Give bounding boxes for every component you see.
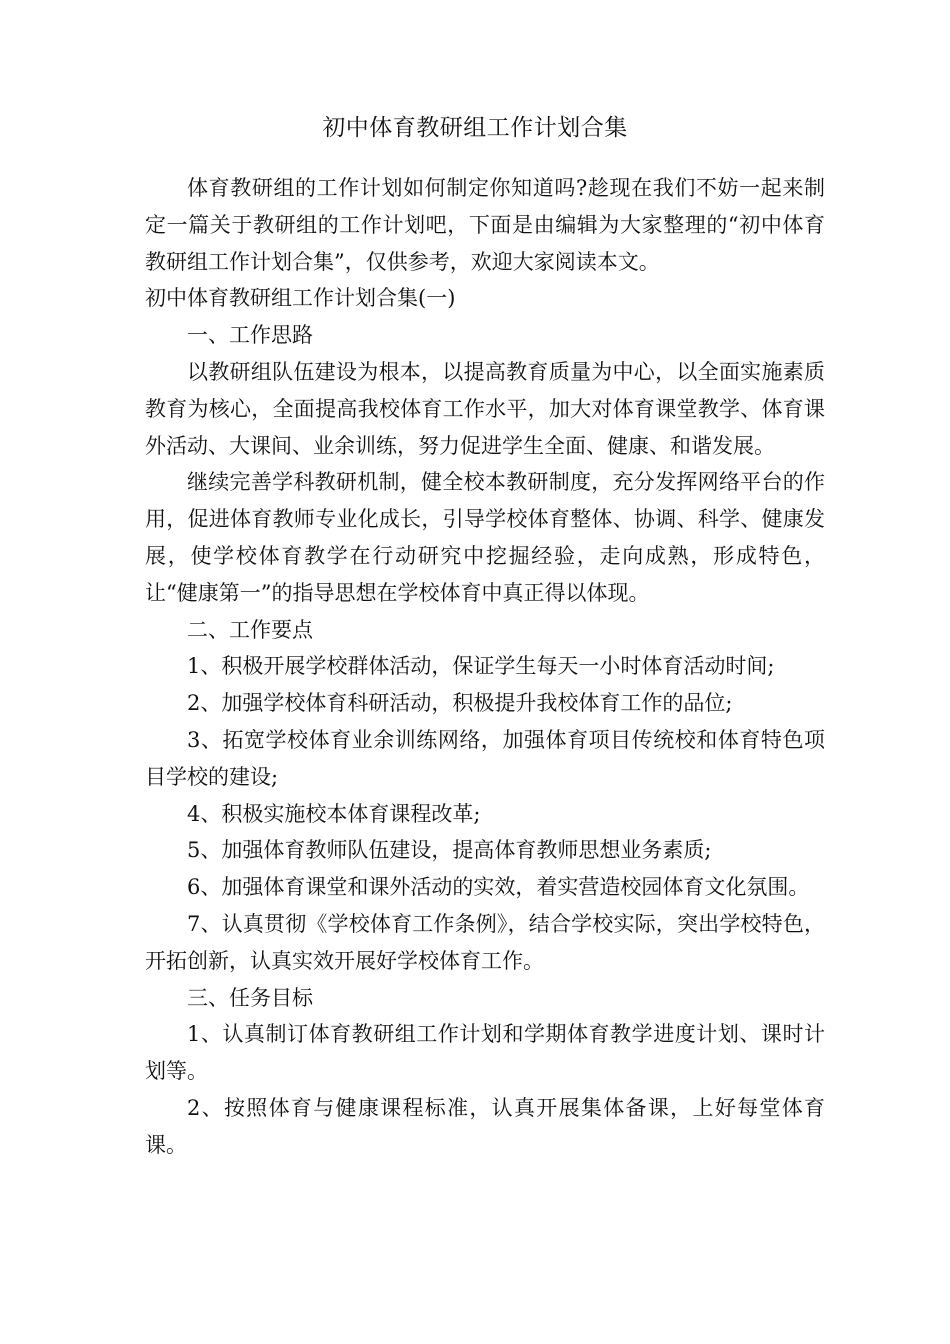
list-item: 3、拓宽学校体育业余训练网络，加强体育项目传统校和体育特色项目学校的建设; bbox=[145, 727, 825, 789]
document-title: 初中体育教研组工作计划合集 bbox=[322, 115, 628, 141]
paragraph-intro: 体育教研组的工作计划如何制定你知道吗?趁现在我们不妨一起来制定一篇关于教研组的工作计划吧，下面是由编辑为大家整理的“初中体育教研组工作计划合集”，仅供参考，欢迎大家阅读本文。 bbox=[145, 176, 825, 274]
list-item: 2、按照体育与健康课程标准，认真开展集体备课，上好每堂体育课。 bbox=[145, 1095, 825, 1157]
paragraph: 以教研组队伍建设为根本，以提高教育质量为中心，以全面实施素质教育为核心，全面提高我校体育工作水平，加大对体育课堂教学、体育课外活动、大课间、业余训练，努力促进学生全面、健康、和谐发展。 bbox=[145, 359, 825, 458]
paragraph: 继续完善学科教研机制，健全校本教研制度，充分发挥网络平台的作用，促进体育教师专业化成长，引导学校体育整体、协调、科学、健康发展，使学校体育教学在行动研究中挖掘经验，走向成熟，形成特色，让“健康第一”的指导思想在学校体育中真正得以体现。 bbox=[145, 470, 825, 605]
list-item: 6、加强体育课堂和课外活动的实效，着实营造校园体育文化氛围。 bbox=[187, 875, 810, 900]
list-item: 5、加强体育教师队伍建设，提高体育教师思想业务素质; bbox=[187, 838, 712, 863]
section-heading-part-one: 初中体育教研组工作计划合集(一) bbox=[145, 286, 456, 311]
document-body bbox=[145, 170, 825, 1164]
heading-work-ideas: 一、工作思路 bbox=[187, 323, 313, 348]
heading-task-goals: 三、任务目标 bbox=[187, 985, 313, 1010]
list-item: 4、积极实施校本体育课程改革; bbox=[187, 801, 481, 826]
list-item: 2、加强学校体育科研活动，积极提升我校体育工作的品位; bbox=[187, 691, 733, 716]
list-item: 1、认真制订体育教研组工作计划和学期体育教学进度计划、课时计划等。 bbox=[145, 1022, 825, 1084]
list-item: 1、积极开展学校群体活动，保证学生每天一小时体育活动时间; bbox=[187, 654, 775, 679]
list-item: 7、认真贯彻《学校体育工作条例》，结合学校实际，突出学校特色，开拓创新，认真实效开展好学校体育工作。 bbox=[145, 911, 825, 973]
heading-work-points: 二、工作要点 bbox=[187, 617, 313, 642]
